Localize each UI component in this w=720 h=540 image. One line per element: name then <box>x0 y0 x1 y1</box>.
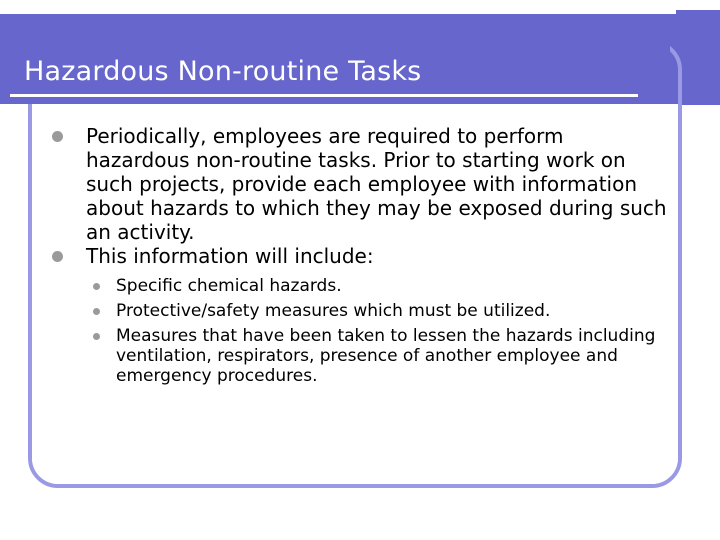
bullet-dot-icon <box>52 251 63 262</box>
sub-bullet-text: Measures that have been taken to lessen the hazards including ventilation, respirators, presence of another employee and emergency procedures. <box>116 326 656 386</box>
sub-bullet-dot-icon <box>93 308 100 315</box>
sub-bullet-dot-icon <box>93 283 100 290</box>
sub-bullet-item <box>86 301 668 321</box>
bullet-text: Periodically, employees are required to perform hazardous non-routine tasks. Prior to starting work on such projects, provide each employee with information about hazards to which they may be exposed during such an activity. <box>86 124 667 244</box>
bullet-list <box>48 124 668 391</box>
bullet-dot-icon <box>52 131 63 142</box>
slide-title: Hazardous Non-routine Tasks <box>24 56 422 87</box>
sub-bullet-list <box>86 276 668 386</box>
sub-bullet-dot-icon <box>93 333 100 340</box>
bullet-text: This information will include: <box>86 244 374 268</box>
sub-bullet-text: Specific chemical hazards. <box>116 276 342 296</box>
title-underline <box>10 94 638 97</box>
sub-bullet-item <box>86 326 668 386</box>
sub-bullet-item <box>86 276 668 296</box>
bullet-item <box>48 244 668 386</box>
bullet-item <box>48 124 668 244</box>
sub-bullet-text: Protective/safety measures which must be utilized. <box>116 301 551 321</box>
banner-corner <box>676 10 720 105</box>
